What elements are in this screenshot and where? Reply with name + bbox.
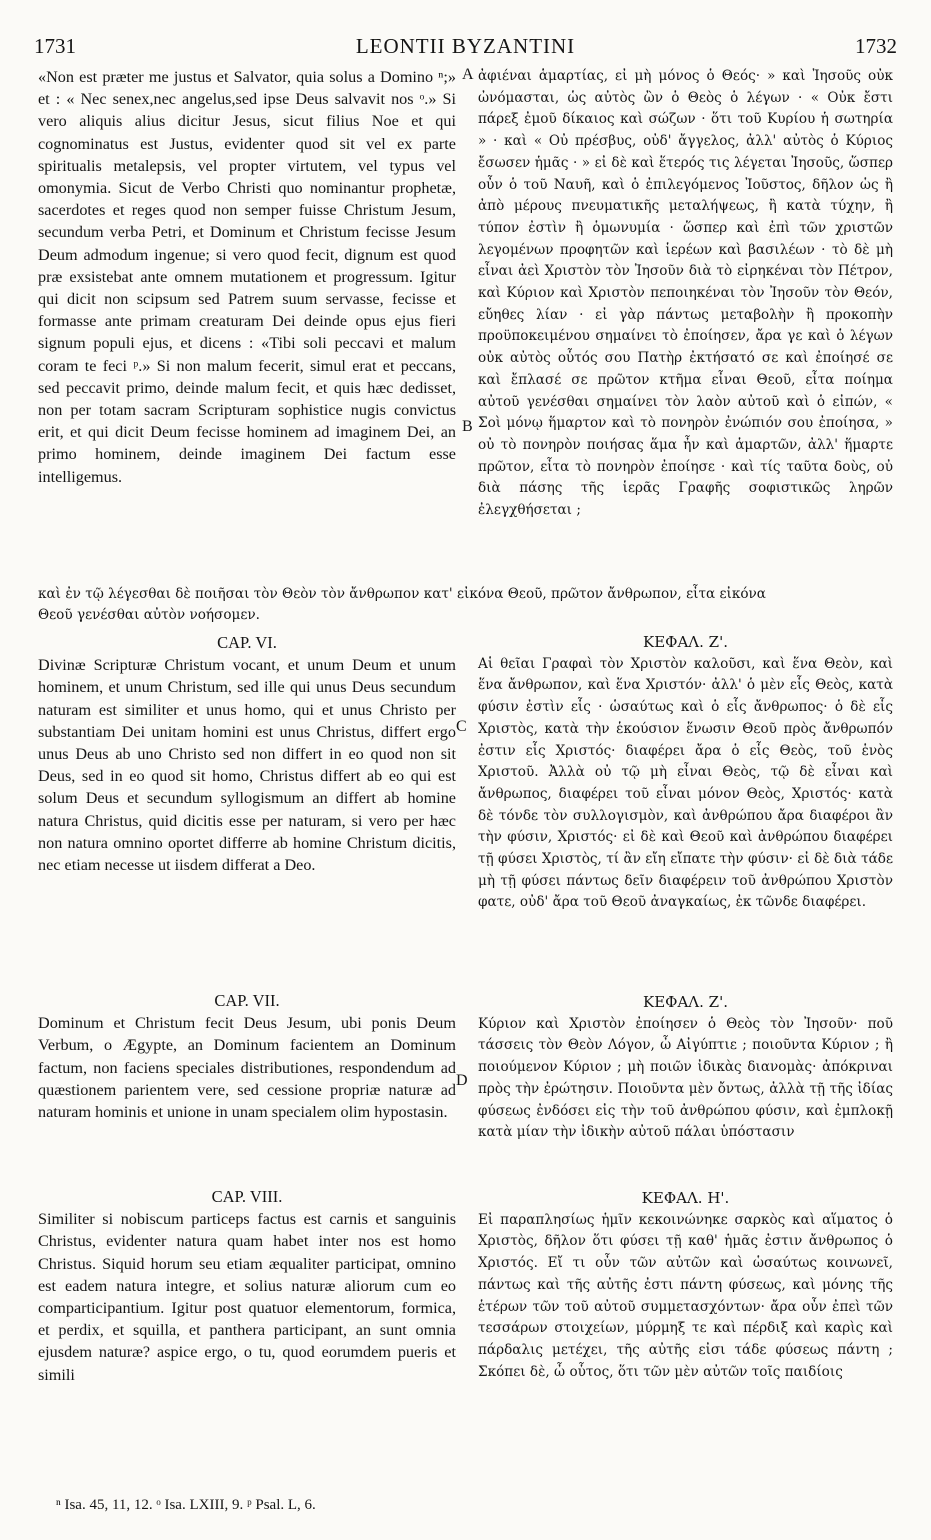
marker-b: B — [462, 418, 473, 435]
left-page-number: 1731 — [34, 34, 76, 58]
running-header — [34, 34, 897, 62]
cap7-heading: CAP. VII. — [214, 991, 280, 1010]
kef8-heading: ΚΕΦΑΛ. Η'. — [641, 1189, 730, 1207]
marker-c: C — [456, 718, 467, 735]
cap6-paragraph: Divinæ Scripturæ Christum vocant, et unum Deum et unum hominem, et unum Christum, sed ille qui unus Deus secundum naturam est similiter et unus homo, qui et unus Christo per substantiam Dei unitam homini est unus Christus, differt ergo unus Deus ab uno Christo sed non differt in eo quod non sit Deus, sed in eo quod sit homo, Christus differt ab eo qui est solum Deus et secundum syllogismum an differt ab homine natura Christus, quid dicitis esse per naturam, si vero per hæc non natura omnino oportet differre ab homine Christum dicitis, nec etiam necesse ut iisdem differat a Deo. — [38, 656, 456, 875]
kef7-heading: ΚΕΦΑΛ. Ζ'. — [643, 993, 728, 1011]
greek-kef8-block — [478, 1188, 893, 1383]
cap8-heading: CAP. VIII. — [211, 1187, 283, 1206]
marker-a: A — [462, 66, 474, 83]
kef8-paragraph: Εἰ παραπλησίως ἡμῖν κεκοινώνηκε σαρκὸς καὶ αἵματος ὁ Χριστὸς, δῆλον ὅτι φύσει τῇ καθ' ἡμᾶς ἐστιν ἄνθρωπος ὁ Χριστός. Εἴ τι οὖν τῶν αὐτῶν καὶ ὡσαύτως κοινωνεῖ, πάντως καὶ τῆς αὐτῆς ἐστι πάντη φύσεως, καὶ μόνης τῆς ἑτέρων τῶν τοῦ αὐτοῦ συμμετασχόντων· ἄρα οὖν ἐπεὶ τῶν τεσσάρων στοιχείων, μύρμηξ τε καὶ πέρδιξ καὶ καρὶς καὶ πάρδαλις μετέχει, τῆς αὐτῆς εἰσι τάδε φύσεως πάντη ; Σκόπει δὲ, ὦ οὗτος, ὅτι τῶν μὲν αὐτῶν τοῖς παιδίοις — [478, 1211, 893, 1380]
cap7-paragraph: Dominum et Christum fecit Deus Jesum, ubi ponis Deum Verbum, o Ægypte, an Dominum facientem an Dominum factum, non faciens speciales distributiones, respondendum ad quæstionem parientem vere, sed cessione propriæ naturæ ad naturam hominis et unione in unam specialem olim hypostasin. — [38, 1014, 456, 1122]
greek-kef7-block — [478, 992, 893, 1144]
cap6-heading: CAP. VI. — [217, 633, 277, 652]
greek-spanning-line-2: Θεοῦ γενέσθαι αὐτὸν νοήσομεν. — [38, 607, 260, 623]
cap8-paragraph: Similiter si nobiscum particeps factus est carnis et sanguinis Christus, evidenter natura quam habet inter nos est homo Christus. Siquid horum seu etiam æqualiter participat, omnino est eadem natura integre, et solius naturæ aliorum cum eo comparticipantium. Igitur post quatuor elementorum, formica, et perdix, et squilla, et panthera participant, an sunt omnia ejusdem naturæ? aspice ergo, o tu, quod eorumdem pueris et simili — [38, 1210, 456, 1384]
kef7-paragraph: Κύριον καὶ Χριστὸν ἐποίησεν ὁ Θεὸς τὸν Ἰησοῦν· ποῦ τάσσεις τὸν Θεὸν Λόγον, ὦ Αἰγύπτιε ; ποιοῦντα Κύριον ; ἢ ποιούμενον Κύριον ; μὴ ποιῶν ἰδικὰς διανομὰς· ἀπόκριναι πρὸς τὴν ἐρώτησιν. Ποιοῦντα μὲν ὄντως, ἀλλὰ τῇ τῆς ἰδίας φύσεως ἐνδόσει εἰς τὴν τοῦ ἀνθρώπου φύσιν, καὶ ἐμπλοκῇ κατὰ μίαν τὴν ἰδικὴν αὐτοῦ πάλαι ὑπόστασιν — [478, 1015, 893, 1141]
latin-cap8-block — [38, 1186, 456, 1386]
latin-intro-paragraph: «Non est præter me justus et Salvator, quia solus a Domino ⁿ;» et : « Nec senex,nec angelus,sed ipse Deus salvavit nos ᵒ.» Si vero aliquis alius dicitur Jesus, sicut filius Noe et qui cognominatus est Justus, evidenter quod sit vel ex parte spiritualis metalepsis, vel propter virtutem, vel typus vel omonymia. Sicut de Verbo Christi quo nominantur prophetæ, sacerdotes et reges quod non semper fuisse Christum Jesum, secundum verba Petri, et Dominum et Christum fecisse Jesum Deum admodum ingenue; si vero quod fecit, dignum est quod præ exsistebat ante omnem mutationem et progressum. Igitur qui dicit non scipsum sed Patrem suum servasse, fecisse et formasse ante primam creaturam Dei deinde opus ejus fieri signum populi ejus, et dicens : «Tibi soli peccavi et malum coram te feci ᵖ.» Si non malum fecerit, simul erat et peccans, sed peccavit primo, deinde malum fecit, et quis hæc dedisset, non per totam sacram Scripturam sophistice nugis convictus erit, et qui dicit Deum fecisse hominem ad imaginem Dei, an primo hominem, deinde imaginem Dei factum esse intelligemus. — [38, 68, 456, 486]
greek-intro-block — [478, 66, 893, 522]
greek-kef6-block — [478, 632, 893, 914]
right-page-number: 1732 — [855, 34, 897, 58]
latin-cap6-block — [38, 632, 456, 876]
running-title: LEONTII BYZANTINI — [355, 34, 576, 58]
greek-intro-paragraph: ἀφιέναι ἁμαρτίας, εἰ μὴ μόνος ὁ Θεός· » καὶ Ἰησοῦς οὐκ ὠνόμασται, ὡς αὐτὸς ὢν ὁ Θεὸς ὁ λέγων · « Οὐκ ἔστι πάρεξ ἐμοῦ δίκαιος καὶ σώζων · ὅτι τοῦ Κυρίου ἡ σωτηρία » · καὶ « Οὐ πρέσβυς, οὐδ' ἄγγελος, ἀλλ' αὐτὸς ὁ Κύριος ἔσωσεν ἡμᾶς · » εἰ δὲ καὶ ἕτερός τις λέγεται Ἰησοῦς, ὥσπερ οὖν ὁ τοῦ Ναυῆ, καὶ ὁ ἐπιλεγόμενος Ἰοῦστος, δῆλον ὡς ἢ ἀπὸ μέρους πνευματικῆς μεταλήψεως, ἢ κατὰ τύχην, ἢ τύπον ἐστὶν ἢ ὁμωνυμία · ὥσπερ καὶ ἐπὶ τῶν χριστῶν λεγομένων προφητῶν καὶ ἱερέων καὶ βασιλέων · τὸ δὲ μὴ εἶναι ἀεὶ Χριστὸν τὸν Ἰησοῦν διὰ τὸ εἰρηκέναι τὸν Πέτρον, καὶ Κύριον καὶ Χριστὸν πεποιηκέναι τὸν Ἰησοῦν τὸν Θεόν, εὔηθες λίαν · εἰ γὰρ πάντως μεταβολὴν ἢ προκοπὴν προϋποκειμένου σημαίνει τὸ ἐποίησεν, ἄρα γε καὶ ὁ λέγων οὐκ αὐτὸς οὗτός σου Πατὴρ ἐκτήσατό σε καὶ ἐποίησέ σε καὶ ἔπλασέ σε πρῶτον κτῆμα εἶναι Θεοῦ, εἶτα ποίημα αὐτοῦ γενέσθαι σημαίνει τὸν λαὸν αὐτοῦ καὶ ὁ εἰπών, « Σοὶ μόνῳ ἥμαρτον καὶ τὸ πονηρὸν ἐνώπιόν σου ἐποίησα, » οὐ τὸ πονηρὸν ποιήσας ἅμα ἦν καὶ ἁμαρτῶν, ἀλλ' ἥμαρτε πρῶτον, εἶτα τὸ πονηρὸν ἐποίησε · καὶ τίς ταῦτα δοὺς, οὐ διὰ πάσης τῆς ἱερᾶς Γραφῆς σοφιστικῶς ληρῶν ἐλεγχθήσεται ; — [478, 68, 893, 519]
marker-d: D — [456, 1072, 468, 1089]
kef6-heading: ΚΕΦΑΛ. Ζ'. — [643, 633, 728, 651]
latin-cap7-block — [38, 990, 456, 1123]
latin-intro-block — [38, 66, 456, 488]
kef6-paragraph: Αἱ θεῖαι Γραφαὶ τὸν Χριστὸν καλοῦσι, καὶ ἕνα Θεὸν, καὶ ἕνα ἄνθρωπον, καὶ ἕνα Χριστόν· ἀλλ' ὁ μὲν εἷς Θεὸς, κατὰ φύσιν ἐστὶν εἷς · ὡσαύτως καὶ ὁ εἷς ἄνθρωπος· ὁ δὲ εἷς Χριστὸς, κατὰ τὴν ἑκούσιον ἕνωσιν Θεοῦ πρὸς ἄνθρωπόν ἐστιν εἷς Χριστός· διαφέρει ἄρα ὁ εἷς Θεὸς, τοῦ ἑνὸς Χριστοῦ. Ἀλλὰ οὐ τῷ μὴ εἶναι Θεὸς, τῷ δὲ εἶναι καὶ ἄνθρωπος, διαφέρει τοῦ εἶναι μόνον Θεὸς, Χριστός· κατὰ δὲ τόνδε τὸν συλλογισμὸν, καὶ ἀνθρώπου ἄρα διαφέροι ἂν τὴν φύσιν, Χριστός· εἰ δὲ καὶ Θεοῦ καὶ ἀνθρώπου διαφέρει τῇ φύσει Χριστὸς, τί ἂν εἴη εἴπατε τὴν φύσιν· εἰ δὲ διὰ τάδε μὴ τῇ φύσει πάντως δεῖν διαφέρειν τοῦ ἀνθρώπου Χριστὸν φατε, οὐδ' ἄρα τοῦ Θεοῦ ἀναγκαίως, ἐκ τῶνδε διαφέρει. — [478, 655, 893, 911]
footnotes: ⁿ Isa. 45, 11, 12. ᵒ Isa. LXIII, 9. ᵖ Psal. L, 6. — [56, 1497, 316, 1513]
greek-spanning-line: καὶ ἐν τῷ λέγεσθαι δὲ ποιῆσαι τὸν Θεὸν τὸν ἄνθρωπον κατ' εἰκόνα Θεοῦ, πρῶτον ἄνθρωπον, εἶτα εἰκόνα — [38, 586, 766, 602]
